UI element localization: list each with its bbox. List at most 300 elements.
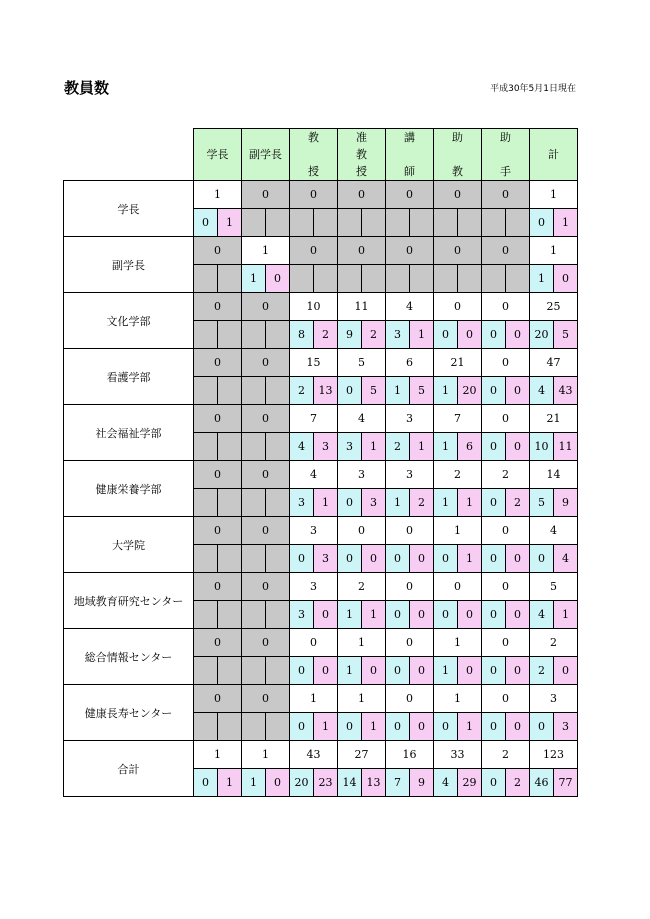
male-count (482, 265, 505, 292)
breakdown-cell (530, 489, 578, 517)
total-cell: 6 (386, 349, 434, 377)
breakdown-cell (482, 713, 530, 741)
breakdown-cell (434, 377, 482, 405)
total-cell: 14 (530, 461, 578, 489)
breakdown-cell (434, 769, 482, 797)
total-cell: 7 (290, 405, 338, 433)
header-row (64, 129, 578, 181)
male-count: 0 (338, 713, 361, 740)
breakdown-cell (386, 489, 434, 517)
total-cell: 0 (194, 517, 242, 545)
total-cell: 0 (290, 237, 338, 265)
male-count: 4 (290, 433, 313, 460)
column-header: 講 師 (386, 129, 434, 181)
male-count (242, 433, 265, 460)
female-count: 1 (313, 713, 337, 740)
department-name: 学長 (64, 181, 194, 237)
female-count: 1 (457, 545, 481, 572)
total-cell: 10 (290, 293, 338, 321)
breakdown-cell (530, 321, 578, 349)
total-cell: 5 (338, 349, 386, 377)
breakdown-cell (338, 489, 386, 517)
male-count (194, 713, 217, 740)
total-cell: 0 (482, 405, 530, 433)
faculty-count-table (63, 128, 578, 797)
male-count: 0 (338, 377, 361, 404)
breakdown-cell (386, 377, 434, 405)
female-count: 13 (313, 377, 337, 404)
female-count: 11 (553, 433, 577, 460)
male-count: 1 (530, 265, 553, 292)
total-cell: 1 (338, 685, 386, 713)
total-cell: 0 (386, 685, 434, 713)
female-count: 0 (457, 321, 481, 348)
breakdown-cell (482, 769, 530, 797)
female-count: 0 (409, 545, 433, 572)
breakdown-cell (530, 265, 578, 293)
male-count: 2 (290, 377, 313, 404)
column-header: 教 授 (290, 129, 338, 181)
female-count: 1 (409, 321, 433, 348)
female-count: 1 (313, 489, 337, 516)
total-cell: 4 (530, 517, 578, 545)
female-count: 2 (409, 489, 433, 516)
total-cell: 2 (482, 461, 530, 489)
male-count: 0 (386, 657, 409, 684)
male-count (482, 209, 505, 236)
breakdown-cell (434, 601, 482, 629)
female-count (265, 489, 289, 516)
table-row-total (64, 573, 578, 601)
breakdown-cell (194, 601, 242, 629)
total-cell: 0 (194, 349, 242, 377)
male-count (242, 377, 265, 404)
breakdown-cell (530, 601, 578, 629)
breakdown-cell (290, 433, 338, 461)
total-cell: 0 (194, 629, 242, 657)
total-cell: 3 (290, 573, 338, 601)
male-count: 4 (434, 769, 457, 796)
table-row-total (64, 629, 578, 657)
total-cell: 2 (482, 741, 530, 769)
female-count (217, 377, 241, 404)
total-cell: 0 (242, 181, 290, 209)
total-cell: 0 (194, 293, 242, 321)
total-cell: 0 (242, 349, 290, 377)
table-row-total (64, 405, 578, 433)
male-count (242, 489, 265, 516)
breakdown-cell (482, 433, 530, 461)
breakdown-cell (338, 321, 386, 349)
table-row-total (64, 293, 578, 321)
male-count: 0 (530, 713, 553, 740)
female-count: 23 (313, 769, 337, 796)
breakdown-cell (194, 489, 242, 517)
female-count: 0 (409, 601, 433, 628)
breakdown-cell (242, 545, 290, 573)
total-cell: 4 (290, 461, 338, 489)
breakdown-cell (290, 209, 338, 237)
total-cell: 25 (530, 293, 578, 321)
total-cell: 3 (530, 685, 578, 713)
breakdown-cell (194, 209, 242, 237)
female-count: 0 (409, 657, 433, 684)
total-cell: 0 (386, 517, 434, 545)
total-cell: 0 (242, 629, 290, 657)
total-cell: 0 (194, 685, 242, 713)
male-count: 0 (482, 713, 505, 740)
male-count: 1 (434, 657, 457, 684)
female-count: 6 (457, 433, 481, 460)
breakdown-cell (386, 601, 434, 629)
male-count (194, 545, 217, 572)
column-header: 助 手 (482, 129, 530, 181)
total-cell: 0 (434, 293, 482, 321)
male-count: 1 (386, 377, 409, 404)
female-count: 1 (361, 601, 385, 628)
male-count: 20 (290, 769, 313, 796)
male-count (194, 265, 217, 292)
total-cell: 0 (242, 685, 290, 713)
breakdown-cell (386, 209, 434, 237)
total-cell: 1 (338, 629, 386, 657)
total-cell: 123 (530, 741, 578, 769)
male-count: 1 (434, 433, 457, 460)
male-count: 0 (386, 601, 409, 628)
breakdown-cell (290, 545, 338, 573)
female-count: 0 (361, 657, 385, 684)
female-count: 0 (505, 321, 529, 348)
female-count: 1 (361, 433, 385, 460)
breakdown-cell (530, 657, 578, 685)
breakdown-cell (338, 209, 386, 237)
female-count (217, 545, 241, 572)
female-count: 0 (265, 265, 289, 292)
table-row-total (64, 461, 578, 489)
breakdown-cell (482, 209, 530, 237)
male-count: 8 (290, 321, 313, 348)
female-count: 5 (553, 321, 577, 348)
breakdown-cell (530, 433, 578, 461)
breakdown-cell (386, 713, 434, 741)
male-count: 0 (434, 321, 457, 348)
female-count: 1 (553, 601, 577, 628)
total-cell: 21 (530, 405, 578, 433)
male-count: 1 (386, 489, 409, 516)
female-count: 2 (313, 321, 337, 348)
male-count: 1 (242, 769, 265, 796)
female-count (217, 489, 241, 516)
column-header: 准 教 授 (338, 129, 386, 181)
male-count: 1 (434, 489, 457, 516)
total-cell: 2 (434, 461, 482, 489)
male-count (242, 713, 265, 740)
breakdown-cell (482, 489, 530, 517)
breakdown-cell (434, 321, 482, 349)
male-count (434, 209, 457, 236)
breakdown-cell (338, 713, 386, 741)
male-count: 20 (530, 321, 553, 348)
total-cell: 1 (434, 685, 482, 713)
female-count: 1 (217, 209, 241, 236)
total-cell: 0 (290, 629, 338, 657)
female-count: 29 (457, 769, 481, 796)
male-count: 10 (530, 433, 553, 460)
male-count: 0 (482, 433, 505, 460)
male-count (242, 601, 265, 628)
breakdown-cell (242, 209, 290, 237)
breakdown-cell (434, 657, 482, 685)
female-count: 5 (409, 377, 433, 404)
total-cell: 1 (242, 741, 290, 769)
total-cell: 16 (386, 741, 434, 769)
total-cell: 1 (242, 237, 290, 265)
male-count: 0 (434, 601, 457, 628)
male-count: 3 (386, 321, 409, 348)
total-cell: 4 (386, 293, 434, 321)
breakdown-cell (242, 769, 290, 797)
breakdown-cell (290, 601, 338, 629)
total-cell: 5 (530, 573, 578, 601)
female-count (217, 321, 241, 348)
breakdown-cell (290, 377, 338, 405)
total-cell: 2 (338, 573, 386, 601)
female-count (217, 713, 241, 740)
male-count: 9 (338, 321, 361, 348)
breakdown-cell (434, 209, 482, 237)
female-count (409, 209, 433, 236)
male-count: 0 (482, 769, 505, 796)
total-cell: 0 (482, 629, 530, 657)
male-count: 14 (338, 769, 361, 796)
total-cell: 1 (530, 181, 578, 209)
female-count: 1 (361, 713, 385, 740)
female-count (505, 209, 529, 236)
breakdown-cell (290, 489, 338, 517)
male-count (290, 265, 313, 292)
total-cell: 3 (338, 461, 386, 489)
total-cell: 0 (242, 405, 290, 433)
breakdown-cell (482, 545, 530, 573)
breakdown-cell (434, 713, 482, 741)
female-count: 1 (457, 713, 481, 740)
male-count: 2 (530, 657, 553, 684)
male-count: 0 (194, 769, 217, 796)
female-count (217, 601, 241, 628)
total-cell: 21 (434, 349, 482, 377)
breakdown-cell (194, 657, 242, 685)
total-cell: 1 (290, 685, 338, 713)
male-count (194, 433, 217, 460)
male-count: 0 (386, 545, 409, 572)
female-count: 0 (265, 769, 289, 796)
female-count: 0 (505, 713, 529, 740)
breakdown-cell (482, 265, 530, 293)
female-count: 1 (217, 769, 241, 796)
female-count: 9 (553, 489, 577, 516)
male-count: 3 (290, 489, 313, 516)
breakdown-cell (194, 713, 242, 741)
total-cell: 0 (434, 237, 482, 265)
female-count (265, 433, 289, 460)
female-count: 0 (457, 601, 481, 628)
female-count: 0 (505, 433, 529, 460)
male-count (242, 657, 265, 684)
total-cell: 0 (482, 237, 530, 265)
total-cell: 0 (242, 573, 290, 601)
total-cell: 0 (386, 237, 434, 265)
female-count: 0 (553, 265, 577, 292)
table-row-total (64, 685, 578, 713)
total-cell: 0 (338, 517, 386, 545)
total-cell: 15 (290, 349, 338, 377)
breakdown-cell (194, 545, 242, 573)
male-count (194, 489, 217, 516)
female-count: 3 (553, 713, 577, 740)
female-count (217, 657, 241, 684)
male-count: 0 (482, 545, 505, 572)
male-count: 0 (338, 489, 361, 516)
total-cell: 0 (386, 573, 434, 601)
female-count (265, 657, 289, 684)
breakdown-cell (242, 377, 290, 405)
breakdown-cell (386, 321, 434, 349)
female-count (313, 265, 337, 292)
female-count: 3 (313, 433, 337, 460)
breakdown-cell (386, 433, 434, 461)
breakdown-cell (242, 321, 290, 349)
breakdown-cell (290, 713, 338, 741)
total-cell: 0 (242, 293, 290, 321)
breakdown-cell (530, 713, 578, 741)
total-cell: 2 (530, 629, 578, 657)
total-cell: 0 (290, 181, 338, 209)
male-count: 3 (338, 433, 361, 460)
female-count: 13 (361, 769, 385, 796)
column-header: 副学長 (242, 129, 290, 181)
total-cell: 1 (194, 741, 242, 769)
female-count: 2 (505, 489, 529, 516)
male-count: 0 (482, 657, 505, 684)
total-cell: 3 (386, 461, 434, 489)
female-count (217, 265, 241, 292)
female-count (265, 321, 289, 348)
column-header: 学長 (194, 129, 242, 181)
department-name: 健康長寿センター (64, 685, 194, 741)
male-count: 0 (290, 657, 313, 684)
total-cell: 0 (242, 461, 290, 489)
table-row-total (64, 237, 578, 265)
column-header: 計 (530, 129, 578, 181)
department-name: 看護学部 (64, 349, 194, 405)
female-count: 1 (553, 209, 577, 236)
breakdown-cell (338, 545, 386, 573)
table-row-total (64, 741, 578, 769)
male-count (194, 377, 217, 404)
male-count: 0 (482, 321, 505, 348)
male-count (290, 209, 313, 236)
female-count: 0 (361, 545, 385, 572)
breakdown-cell (434, 489, 482, 517)
breakdown-cell (194, 377, 242, 405)
male-count (242, 545, 265, 572)
female-count: 43 (553, 377, 577, 404)
female-count (361, 265, 385, 292)
male-count: 0 (386, 713, 409, 740)
breakdown-cell (242, 489, 290, 517)
female-count: 0 (553, 657, 577, 684)
total-cell: 1 (194, 181, 242, 209)
female-count: 0 (505, 545, 529, 572)
breakdown-cell (194, 265, 242, 293)
female-count: 3 (361, 489, 385, 516)
male-count: 7 (386, 769, 409, 796)
breakdown-cell (290, 769, 338, 797)
breakdown-cell (242, 713, 290, 741)
department-name: 健康栄養学部 (64, 461, 194, 517)
female-count: 9 (409, 769, 433, 796)
breakdown-cell (290, 321, 338, 349)
total-cell: 0 (338, 237, 386, 265)
total-cell: 11 (338, 293, 386, 321)
male-count: 1 (242, 265, 265, 292)
total-cell: 1 (434, 629, 482, 657)
total-cell: 1 (434, 517, 482, 545)
department-name: 地域教育研究センター (64, 573, 194, 629)
female-count: 77 (553, 769, 577, 796)
male-count: 0 (338, 545, 361, 572)
female-count: 0 (313, 601, 337, 628)
total-cell: 7 (434, 405, 482, 433)
total-cell: 0 (434, 181, 482, 209)
female-count (265, 209, 289, 236)
column-header: 助 教 (434, 129, 482, 181)
department-name: 大学院 (64, 517, 194, 573)
female-count (265, 713, 289, 740)
breakdown-cell (290, 657, 338, 685)
breakdown-cell (338, 377, 386, 405)
page-title: 教員数 (64, 79, 110, 97)
female-count: 0 (313, 657, 337, 684)
female-count (457, 209, 481, 236)
total-cell: 0 (482, 293, 530, 321)
breakdown-cell (194, 321, 242, 349)
male-count: 0 (530, 545, 553, 572)
breakdown-cell (338, 657, 386, 685)
female-count (265, 377, 289, 404)
total-cell: 0 (338, 181, 386, 209)
breakdown-cell (482, 377, 530, 405)
department-name: 文化学部 (64, 293, 194, 349)
total-cell: 3 (386, 405, 434, 433)
total-cell: 0 (194, 237, 242, 265)
breakdown-cell (530, 377, 578, 405)
department-name: 副学長 (64, 237, 194, 293)
female-count (313, 209, 337, 236)
table-row-total (64, 181, 578, 209)
male-count: 3 (290, 601, 313, 628)
female-count (409, 265, 433, 292)
female-count (505, 265, 529, 292)
breakdown-cell (242, 433, 290, 461)
total-cell: 0 (242, 517, 290, 545)
breakdown-cell (482, 657, 530, 685)
breakdown-cell (530, 209, 578, 237)
female-count (361, 209, 385, 236)
breakdown-cell (386, 657, 434, 685)
female-count: 20 (457, 377, 481, 404)
male-count (434, 265, 457, 292)
